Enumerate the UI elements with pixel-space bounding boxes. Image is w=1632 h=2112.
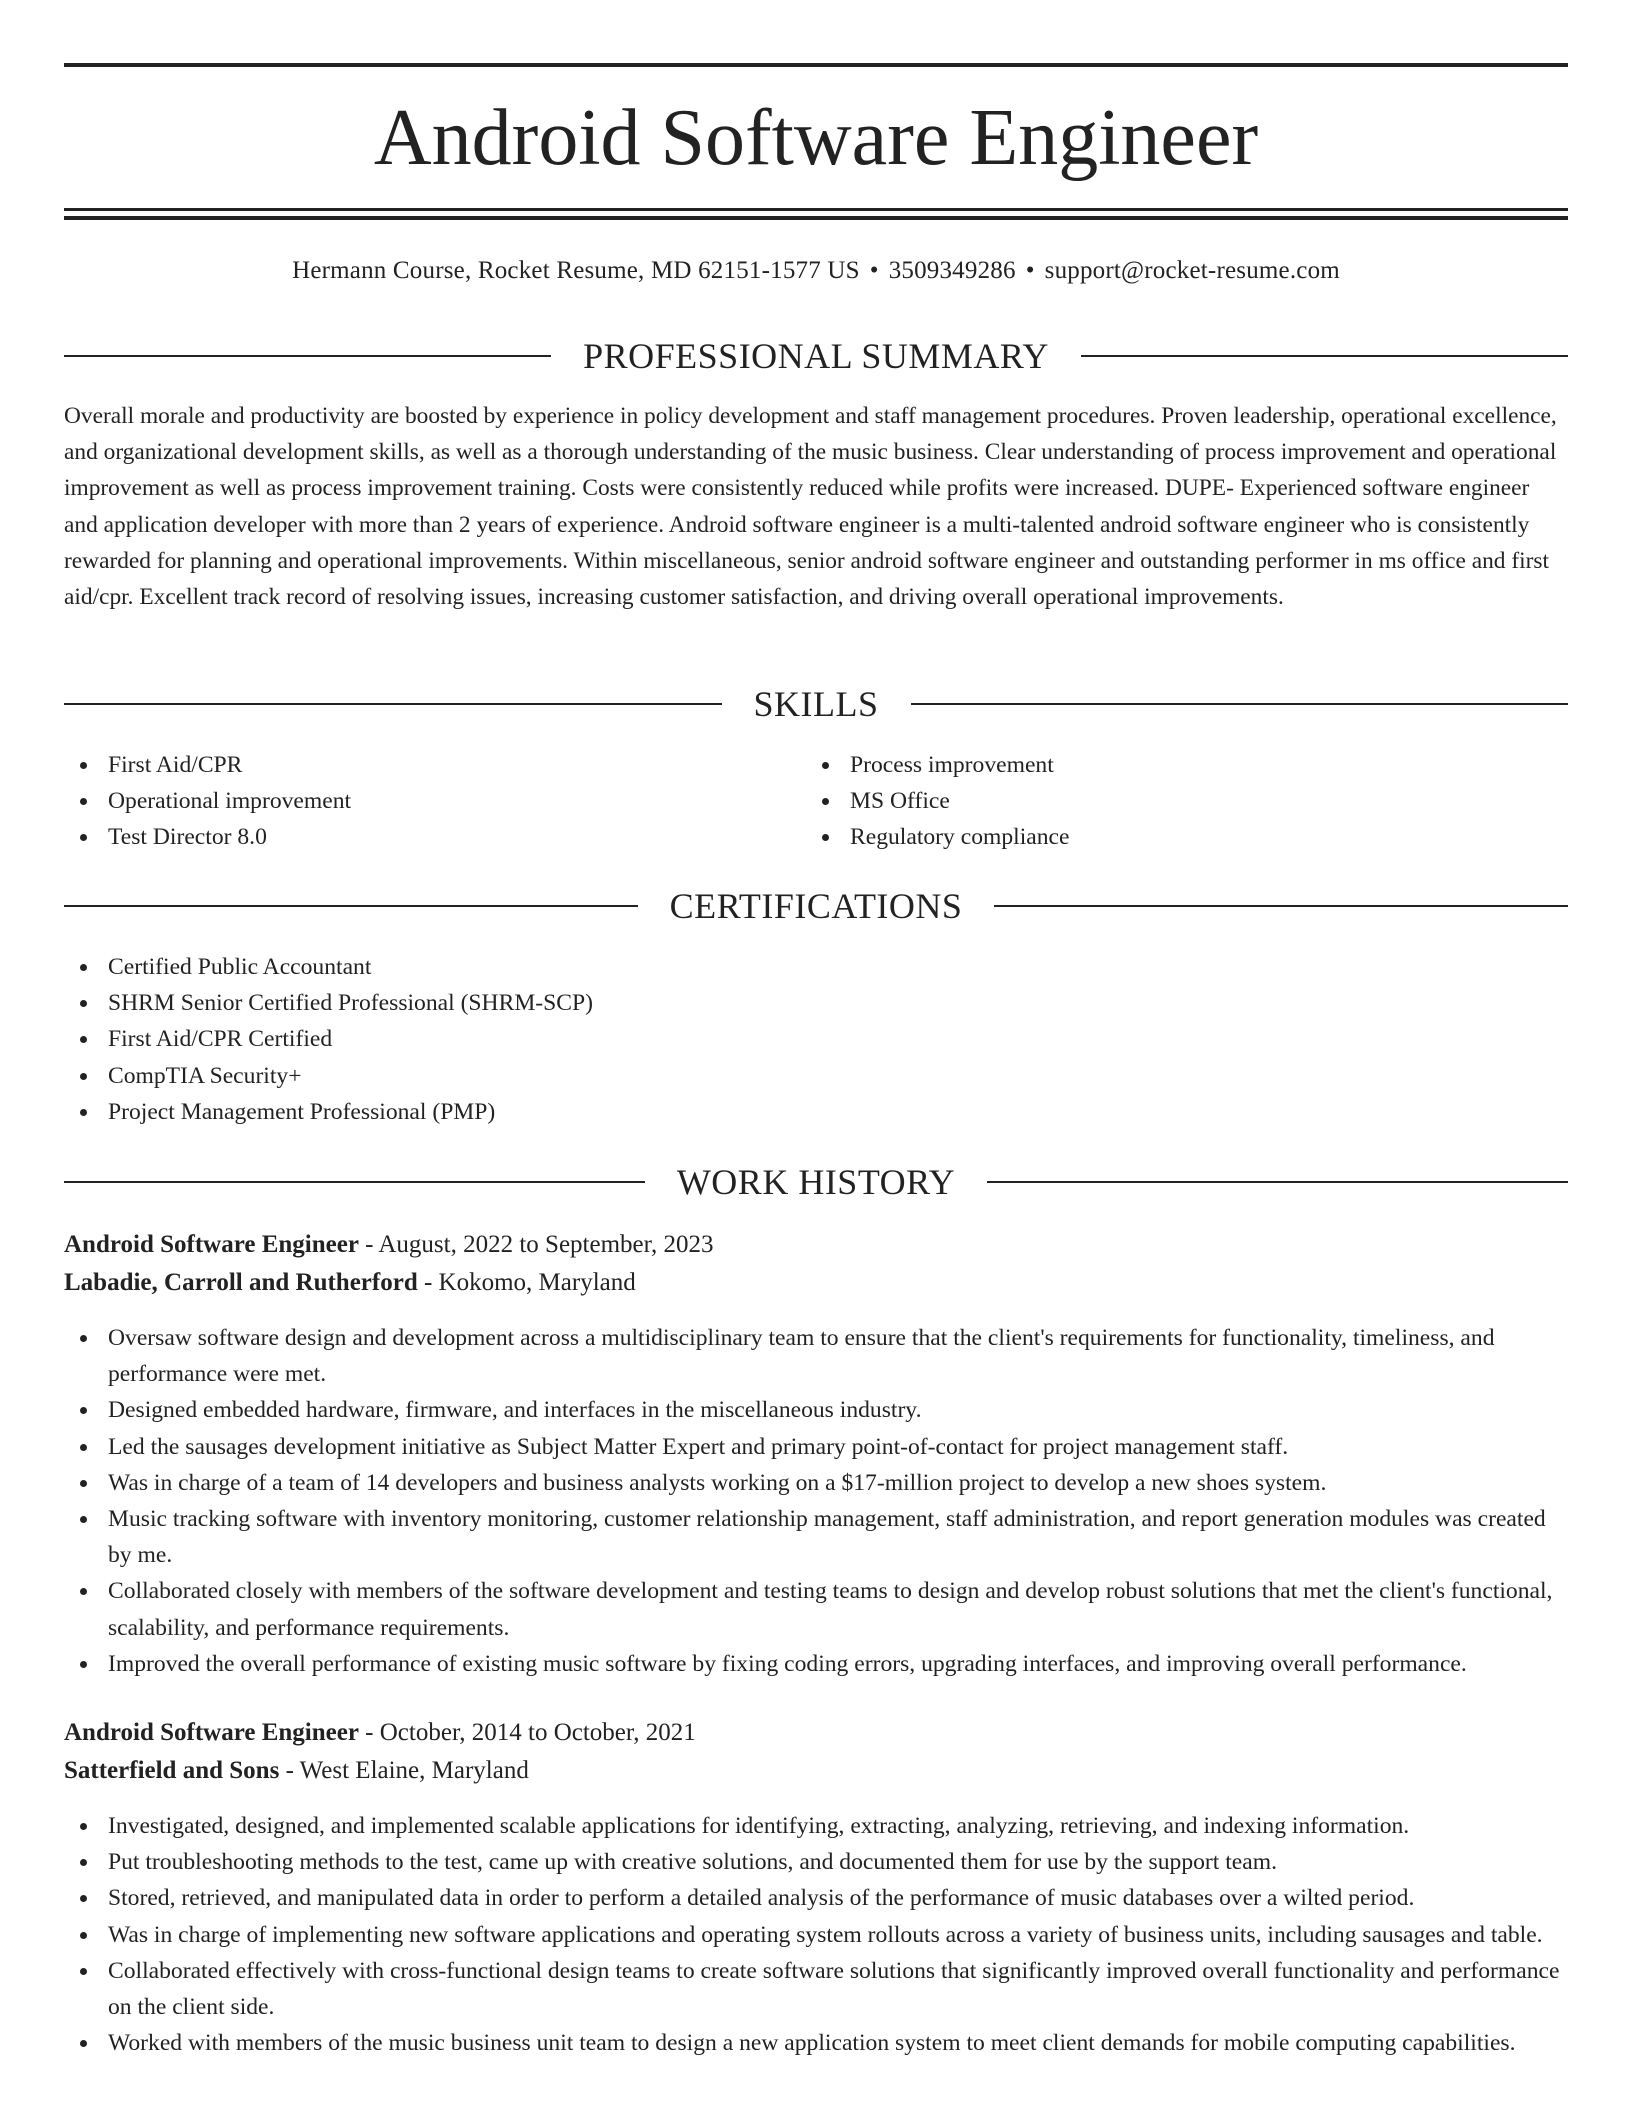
job-bullet: Worked with members of the music business unit team to design a new application system to meet client demands for mobile computing capabilities. xyxy=(64,2025,1568,2061)
contact-line xyxy=(64,253,1568,289)
job-location: - Kokomo, Maryland xyxy=(417,1269,636,1296)
heading-rule-right xyxy=(994,905,1568,907)
page-title: Android Software Engineer xyxy=(373,94,1259,182)
job-bullet: Collaborated closely with members of the software development and testing teams to design and develop robust solutions that met the client's functional, scalability, and performance requirements. xyxy=(64,1573,1568,1645)
job-bullet: Improved the overall performance of existing music software by fixing coding errors, upgrading interfaces, and improving overall performance. xyxy=(64,1646,1568,1682)
job-bullet: Stored, retrieved, and manipulated data in order to perform a detailed analysis of the performance of music databases over a wilted period. xyxy=(64,1880,1568,1916)
heading-rule-left xyxy=(64,905,638,907)
summary-paragraph: Overall morale and productivity are boosted by experience in policy development and staff management procedures. Proven leadership, operational excellence, and organizational development skills, as well as a thorough understanding of the music business. Clear understanding of process improvement and operational improvement as well as process improvement training. Costs were consistently reduced while profits were increased. DUPE- Experienced software engineer and application developer with more than 2 years of experience. Android software engineer is a multi-talented android software engineer who is consistently rewarded for planning and operational improvements. Within miscellaneous, senior android software engineer and outstanding performer in ms office and first aid/cpr. Excellent track record of resolving issues, increasing customer satisfaction, and driving overall operational improvements. xyxy=(64,403,1557,611)
certification-item: Certified Public Accountant xyxy=(64,949,1568,985)
job-bullet: Put troubleshooting methods to the test, came up with creative solutions, and documented them for use by the support team. xyxy=(64,1844,1568,1880)
job-company: Satterfield and Sons xyxy=(64,1757,280,1784)
section-title: WORK HISTORY xyxy=(676,1162,956,1202)
certification-item: Project Management Professional (PMP) xyxy=(64,1094,1568,1130)
heading-rule-right xyxy=(1081,355,1568,357)
job-dates: - August, 2022 to September, 2023 xyxy=(358,1231,714,1258)
job-company: Labadie, Carroll and Rutherford xyxy=(64,1269,418,1296)
contact-separator: • xyxy=(1025,257,1035,284)
section-title: CERTIFICATIONS xyxy=(669,886,963,926)
job-company-line xyxy=(64,1752,1568,1790)
job-bullet: Oversaw software design and development across a multidisciplinary team to ensure that the client's requirements for functionality, timeliness, and performance were met. xyxy=(64,1320,1568,1392)
job-bullet: Collaborated effectively with cross-functional design teams to create software solutions that significantly improved overall functionality and performance on the client side. xyxy=(64,1953,1568,2025)
job-location: - West Elaine, Maryland xyxy=(279,1757,529,1784)
skill-item: First Aid/CPR xyxy=(64,747,804,783)
job-bullet: Was in charge of implementing new software applications and operating system rollouts across a variety of business units, including sausages and table. xyxy=(64,1917,1568,1953)
section-title: PROFESSIONAL SUMMARY xyxy=(583,336,1049,376)
job-bullet: Led the sausages development initiative as Subject Matter Expert and primary point-of-contact for project management staff. xyxy=(64,1429,1568,1465)
contact-phone: 3509349286 xyxy=(888,257,1016,284)
heading-rule-left xyxy=(64,703,722,705)
certifications-list xyxy=(64,949,1568,1130)
heading-rule-right xyxy=(987,1181,1568,1183)
certification-item: SHRM Senior Certified Professional (SHRM-SCP) xyxy=(64,985,1568,1021)
job-bullet: Investigated, designed, and implemented scalable applications for identifying, extracting, analyzing, retrieving, and indexing information. xyxy=(64,1808,1568,1844)
section-heading-certifications xyxy=(64,883,1568,929)
heading-rule-left xyxy=(64,1181,645,1183)
section-heading-summary xyxy=(64,333,1568,379)
job-title: Android Software Engineer xyxy=(64,1231,359,1258)
header-double-rule-upper xyxy=(64,208,1568,211)
skill-item: Process improvement xyxy=(806,747,1566,783)
certification-item: CompTIA Security+ xyxy=(64,1058,1568,1094)
job-company-line xyxy=(64,1264,1568,1302)
contact-address: Hermann Course, Rocket Resume, MD 62151-1577 US xyxy=(292,257,860,284)
job-bullets xyxy=(64,1808,1568,2061)
skill-item: Test Director 8.0 xyxy=(64,819,804,855)
heading-rule-left xyxy=(64,355,551,357)
job-title-line xyxy=(64,1226,1568,1264)
skill-item: Regulatory compliance xyxy=(806,819,1566,855)
header-top-rule xyxy=(64,63,1568,67)
job-title: Android Software Engineer xyxy=(64,1719,359,1746)
job-bullet: Was in charge of a team of 14 developers and business analysts working on a $17-million project to develop a new shoes system. xyxy=(64,1465,1568,1501)
skills-list-left xyxy=(64,747,804,856)
job-bullet: Music tracking software with inventory monitoring, customer relationship management, staff administration, and report generation modules was created by me. xyxy=(64,1501,1568,1573)
section-title: SKILLS xyxy=(753,684,879,724)
section-heading-work-history xyxy=(64,1159,1568,1205)
job-bullets xyxy=(64,1320,1568,1682)
header-double-rule-lower xyxy=(64,216,1568,220)
job-bullet: Designed embedded hardware, firmware, and interfaces in the miscellaneous industry. xyxy=(64,1392,1568,1428)
section-heading-skills xyxy=(64,681,1568,727)
skill-item: MS Office xyxy=(806,783,1566,819)
job-title-line xyxy=(64,1714,1568,1752)
skills-list-right xyxy=(806,747,1566,856)
job-dates: - October, 2014 to October, 2021 xyxy=(358,1719,696,1746)
certification-item: First Aid/CPR Certified xyxy=(64,1021,1568,1057)
contact-separator: • xyxy=(869,257,879,284)
skill-item: Operational improvement xyxy=(64,783,804,819)
heading-rule-right xyxy=(911,703,1569,705)
contact-email: support@rocket-resume.com xyxy=(1044,257,1340,284)
